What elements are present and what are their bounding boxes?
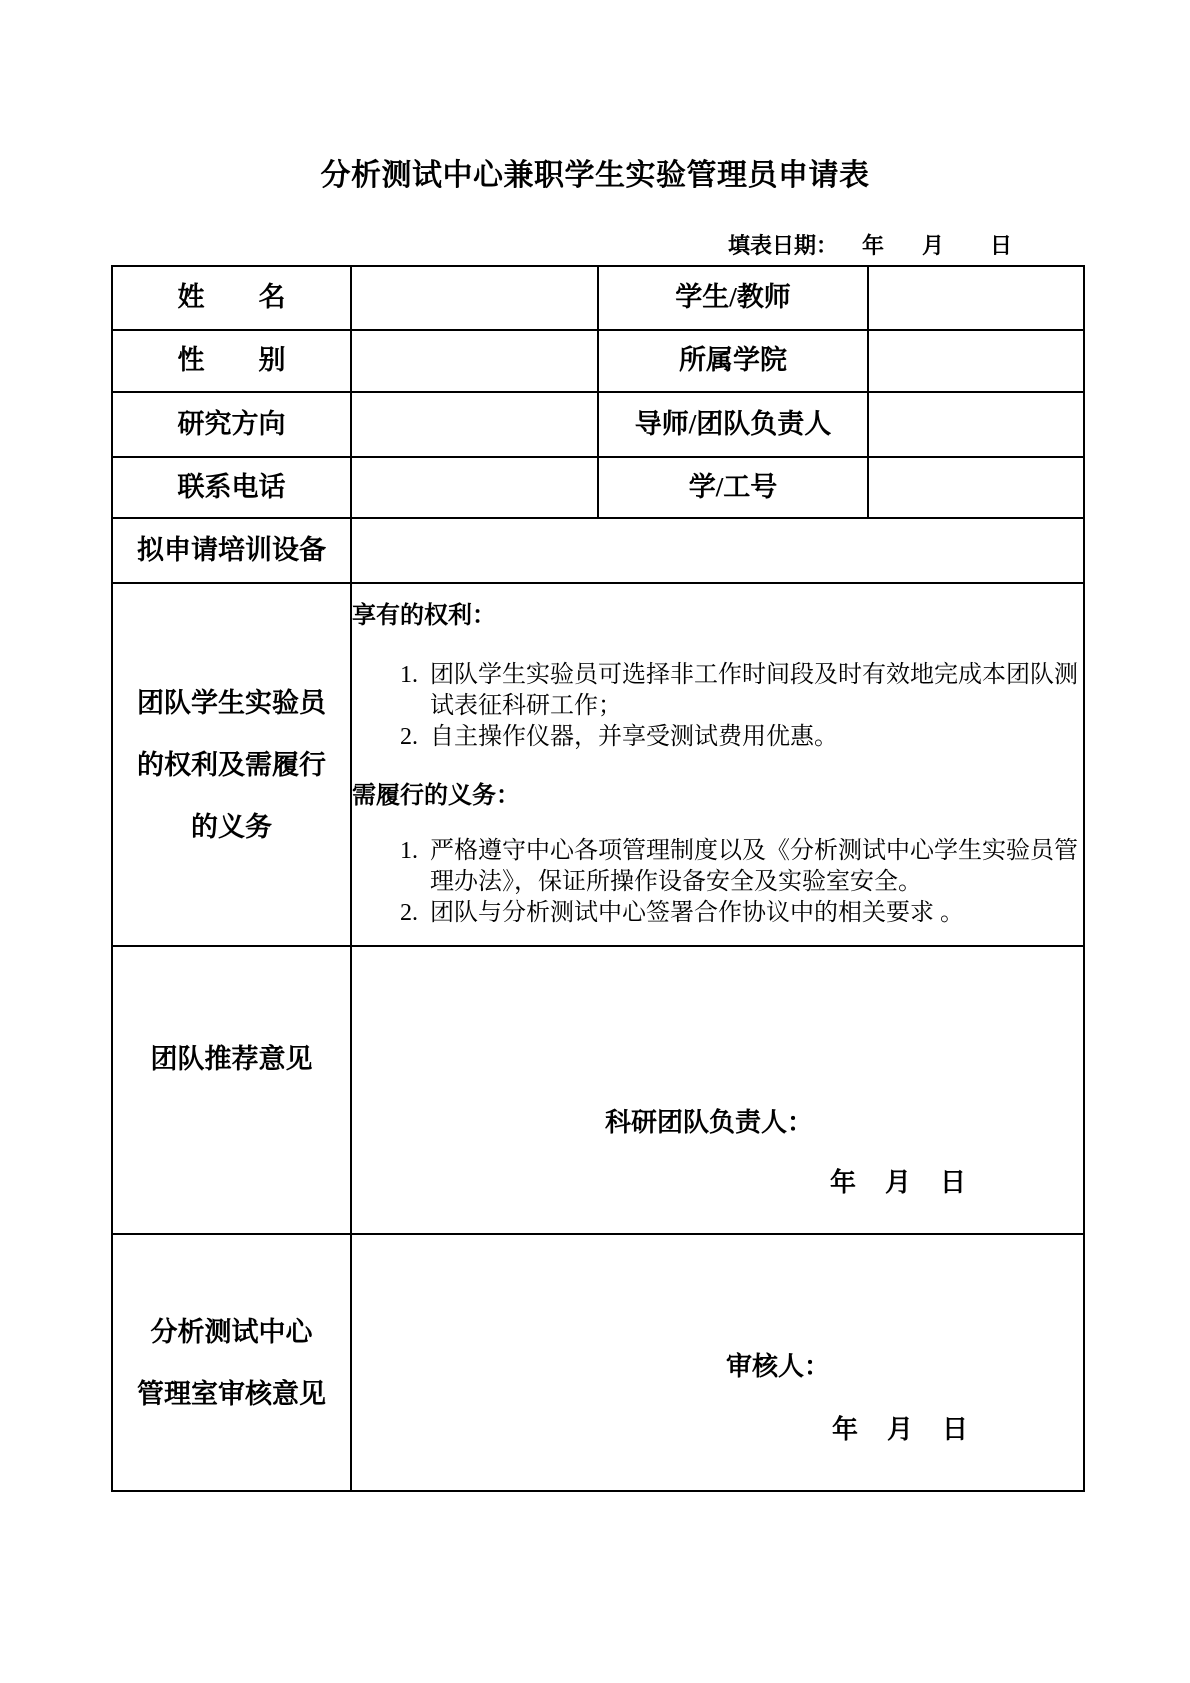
team-date-month: 月 — [885, 1168, 912, 1197]
college-input-cell[interactable] — [868, 330, 1084, 392]
team-signature-date — [830, 1167, 966, 1198]
fill-date-day: 日 — [990, 233, 1013, 258]
team-date-day: 日 — [940, 1168, 967, 1197]
phone-label: 联系电话 — [112, 457, 351, 518]
research-direction-input-cell[interactable] — [351, 392, 598, 457]
center-review-label: 分析测试中心 管理室审核意见 — [112, 1234, 351, 1491]
center-date-year: 年 — [832, 1415, 859, 1444]
page-title: 分析测试中心兼职学生实验管理员申请表 — [320, 159, 870, 192]
student-id-input-cell[interactable] — [868, 457, 1084, 518]
name-input-cell[interactable] — [351, 266, 598, 330]
fill-date-label: 填表日期： — [728, 233, 839, 258]
table-row — [112, 583, 1084, 946]
student-id-label: 学/工号 — [598, 457, 868, 518]
team-recommendation-content[interactable] — [351, 946, 1084, 1234]
center-date-day: 日 — [942, 1415, 969, 1444]
table-row — [112, 518, 1084, 583]
table-row — [112, 457, 1084, 518]
student-or-teacher-label: 学生/教师 — [598, 266, 868, 330]
rights-list — [352, 660, 1083, 753]
reviewer-signature-label: 审核人： — [726, 1352, 831, 1381]
phone-input-cell[interactable] — [351, 457, 598, 518]
obligations-list — [352, 836, 1083, 929]
gender-input-cell[interactable] — [351, 330, 598, 392]
name-label: 姓 名 — [112, 266, 351, 330]
fill-date-line — [728, 229, 1012, 260]
supervisor-input-cell[interactable] — [868, 392, 1084, 457]
rights-obligations-label: 团队学生实验员 的权利及需履行 的义务 — [112, 583, 351, 946]
center-date-month: 月 — [887, 1415, 914, 1444]
rights-obligations-content — [351, 583, 1084, 946]
application-table — [111, 265, 1085, 1492]
table-row — [112, 266, 1084, 330]
equipment-input-cell[interactable] — [351, 518, 1084, 583]
rights-heading: 享有的权利： — [352, 602, 496, 629]
team-recommendation-label: 团队推荐意见 — [112, 946, 351, 1234]
table-row — [112, 392, 1084, 457]
obligations-item: 2. 团队与分析测试中心签署合作协议中的相关要求 。 — [424, 898, 1083, 929]
center-review-content[interactable] — [351, 1234, 1084, 1491]
obligations-item: 1. 严格遵守中心各项管理制度以及《分析测试中心学生实验员管理办法》，保证所操作设备安全及实验室安全。 — [424, 836, 1083, 898]
table-row — [112, 1234, 1084, 1491]
supervisor-label: 导师/团队负责人 — [598, 392, 868, 457]
team-date-year: 年 — [830, 1168, 857, 1197]
student-or-teacher-input-cell[interactable] — [868, 266, 1084, 330]
rights-item: 2. 自主操作仪器，并享受测试费用优惠。 — [424, 722, 1083, 753]
gender-label: 性 别 — [112, 330, 351, 392]
fill-date-month: 月 — [922, 233, 945, 258]
rights-item: 1. 团队学生实验员可选择非工作时间段及时有效地完成本团队测试表征科研工作； — [424, 660, 1083, 722]
fill-date-year: 年 — [862, 233, 885, 258]
center-signature-date — [832, 1414, 968, 1445]
equipment-label: 拟申请培训设备 — [112, 518, 351, 583]
obligations-heading: 需履行的义务： — [352, 782, 520, 809]
team-leader-signature-label: 科研团队负责人： — [605, 1108, 814, 1137]
table-row — [112, 330, 1084, 392]
research-direction-label: 研究方向 — [112, 392, 351, 457]
table-row — [112, 946, 1084, 1234]
college-label: 所属学院 — [598, 330, 868, 392]
